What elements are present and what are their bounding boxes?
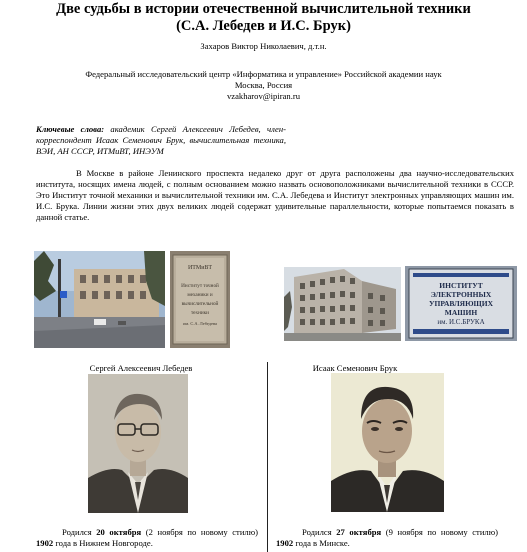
title-line-2: (С.А. Лебедев и И.С. Брук): [176, 18, 351, 34]
keywords: [36, 124, 286, 157]
plaque-right-line-5: им. И.С.БРУКА: [437, 318, 485, 326]
bruk-born-suffix: года в Минске.: [295, 538, 350, 548]
institute-street-photo: [34, 251, 165, 348]
affiliation: [0, 69, 527, 102]
lebedev-born-suffix: года в Нижнем Новгороде.: [55, 538, 153, 548]
bruk-born-prefix: Родился: [302, 527, 332, 537]
lebedev-born-date: 20 октября: [96, 527, 142, 537]
bruk-name: Исаак Семенович Брук: [312, 363, 398, 373]
bruk-portrait: [331, 373, 444, 512]
column-divider: [267, 362, 268, 552]
plaque-right-line-4: МАШИН: [444, 308, 478, 317]
lebedev-portrait: [88, 374, 188, 513]
plaque-left-line-4: вычислительной: [181, 301, 219, 307]
affiliation-line-2: Москва, Россия: [234, 80, 293, 90]
plaque-left-line-2: Институт точной: [181, 283, 219, 289]
lebedev-birth: [36, 527, 258, 549]
plaque-left-line-5: техники: [191, 310, 209, 316]
bruk-born-year: 1902: [276, 538, 294, 548]
lebedev-institute-plaque: [170, 251, 230, 348]
keywords-label: Ключевые слова:: [36, 124, 105, 134]
plaque-right-line-3: УПРАВЛЯЮЩИХ: [428, 299, 494, 308]
bruk-born-mid: (9 ноября по новому стилю): [385, 527, 498, 537]
lebedev-born-mid: (2 ноября по новому стилю): [145, 527, 258, 537]
plaque-left-line-3: механики и: [187, 292, 213, 298]
bruk-institute-plaque: [405, 266, 517, 341]
lebedev-born-prefix: Родился: [62, 527, 92, 537]
lebedev-name: Сергей Алексеевич Лебедев: [89, 363, 193, 373]
paper-title: [0, 1, 527, 35]
lebedev-born-year: 1902: [36, 538, 54, 548]
title-line-1: Две судьбы в истории отечественной вычислительной техники: [56, 1, 471, 17]
plaque-right-line-2: ЭЛЕКТРОННЫХ: [430, 290, 492, 299]
author: Захаров Виктор Николаевич, д.т.н.: [200, 41, 327, 51]
plaque-left-line-6: им. С.А. Лебедева: [183, 321, 217, 326]
abstract: В Москве в районе Ленинского проспекта недалеко друг от друга расположены два научно-исследовательских института, носящих имена людей, с полным основанием можно назвать основоположниками вычислительной техники в СССР. Это Институт точной механики и вычислительной техники им. С.А. Лебедева и Институт электронных управляющих машин им. И.С. Брука. Линии жизни этих двух великих людей содержат удивительные параллельности, которые попытаемся показать в данной статье.: [36, 168, 514, 222]
bruk-birth: [276, 527, 498, 549]
affiliation-line-1: Федеральный исследовательский центр «Информатика и управление» Российской академии наук: [85, 69, 442, 79]
plaque-left-line-1: ИТМиВТ: [187, 265, 213, 271]
bruk-institute-building-photo: [284, 267, 401, 341]
keywords-text: академик Сергей Алексеевич Лебедев, член-корреспондент Исаак Семенович Брук, вычислительная техника, ВЭИ, АН СССР, ИТМиВТ, ИНЭУМ: [36, 124, 287, 156]
affiliation-email: vzakharov@ipiran.ru: [226, 91, 301, 101]
plaque-right-line-1: ИНСТИТУТ: [439, 281, 483, 290]
bruk-born-date: 27 октября: [336, 527, 382, 537]
